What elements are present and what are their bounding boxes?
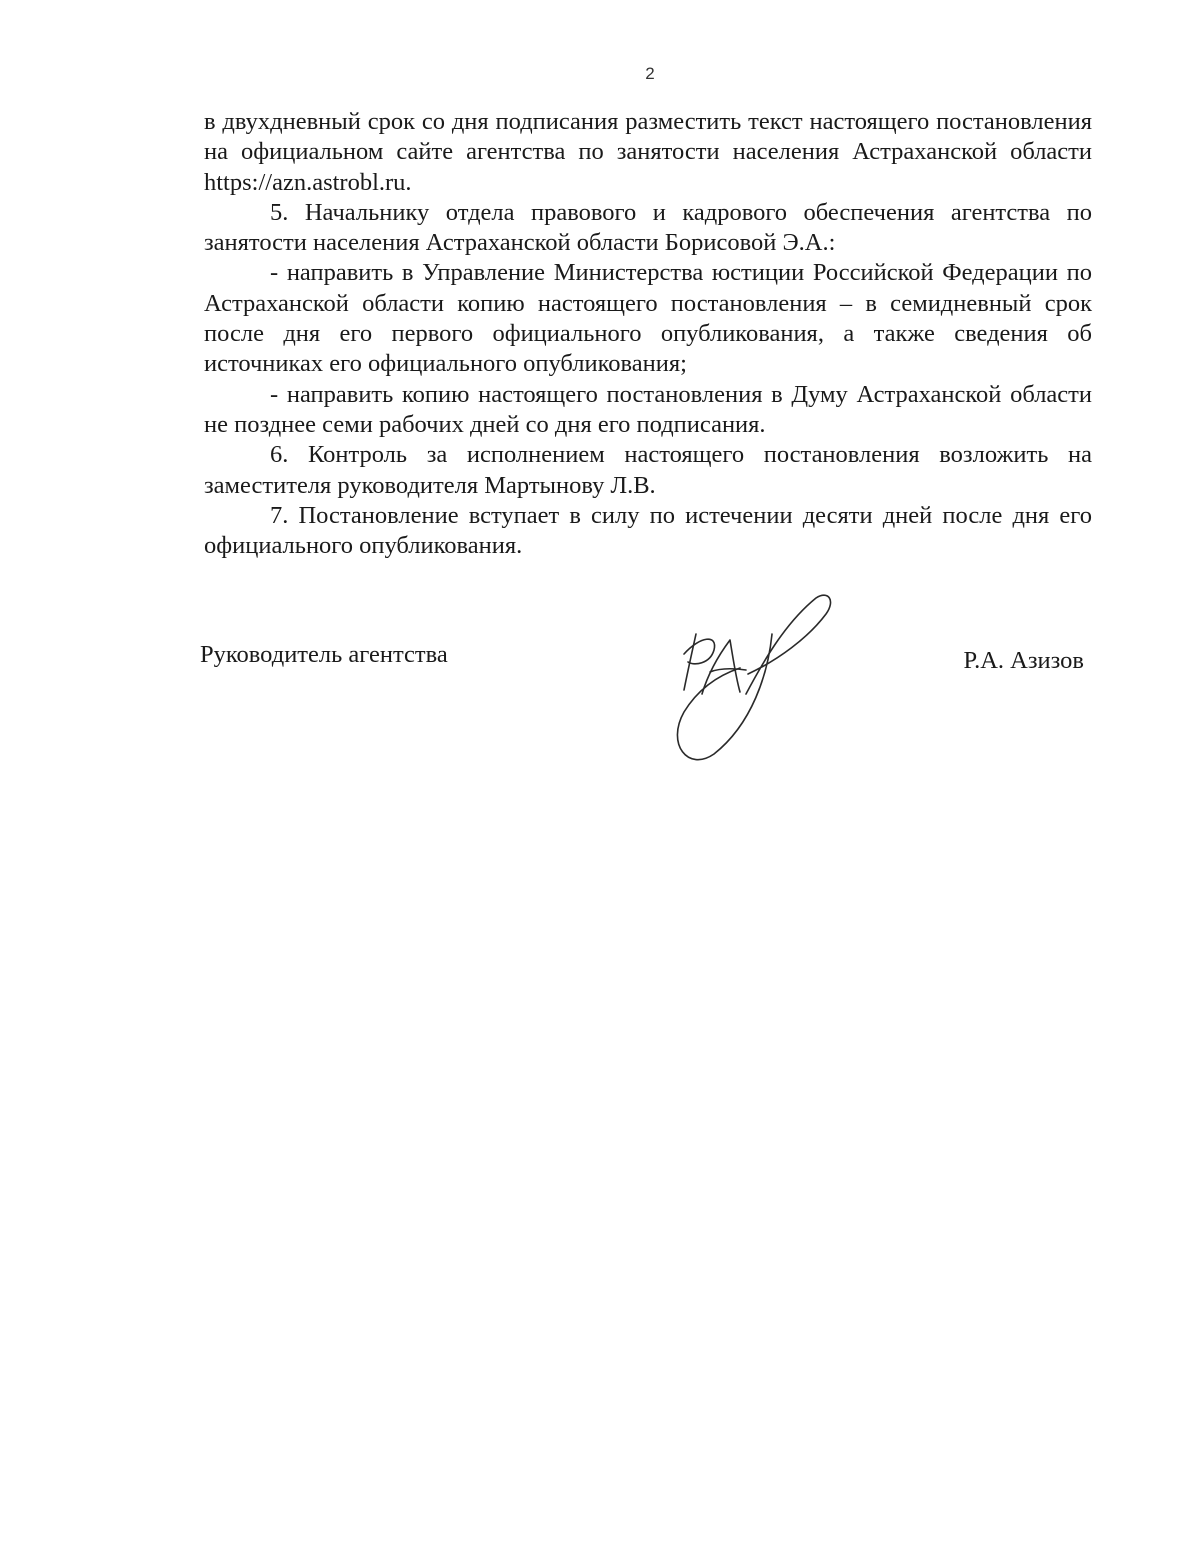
signatory-title: Руководитель агентства <box>200 641 448 668</box>
paragraph-item-6: 6. Контроль за исполнением настоящего постановления возложить на заместителя руководителя Мартынову Л.В. <box>204 441 1092 499</box>
document-body <box>204 107 1092 561</box>
signatory-name: Р.А. Азизов <box>963 647 1084 674</box>
paragraph-publication: в двухдневный срок со дня подписания разместить текст настоящего постановления на официальном сайте агентства по занятости населения Астраханской области https://azn.astrobl.ru. <box>204 108 1092 196</box>
paragraph-item-5-subitem-1: - направить в Управление Министерства юстиции Российской Федерации по Астраханской области копию настоящего постановления – в семидневный срок после дня его первого официального опубликования, а также сведения об источниках его официального опубликования; <box>204 259 1092 378</box>
handwritten-signature <box>644 594 854 764</box>
page-number: 2 <box>645 64 655 83</box>
paragraph-item-5: 5. Начальнику отдела правового и кадрового обеспечения агентства по занятости населения Астраханской области Борисовой Э.А.: <box>204 198 1092 257</box>
signature-block <box>200 610 1090 770</box>
paragraph-item-7: 7. Постановление вступает в силу по истечении десяти дней после дня его официального опубликования. <box>204 501 1092 560</box>
paragraph-item-5-subitem-2: - направить копию настоящего постановления в Думу Астраханской области не позднее семи рабочих дней со дня его подписания. <box>204 380 1092 438</box>
